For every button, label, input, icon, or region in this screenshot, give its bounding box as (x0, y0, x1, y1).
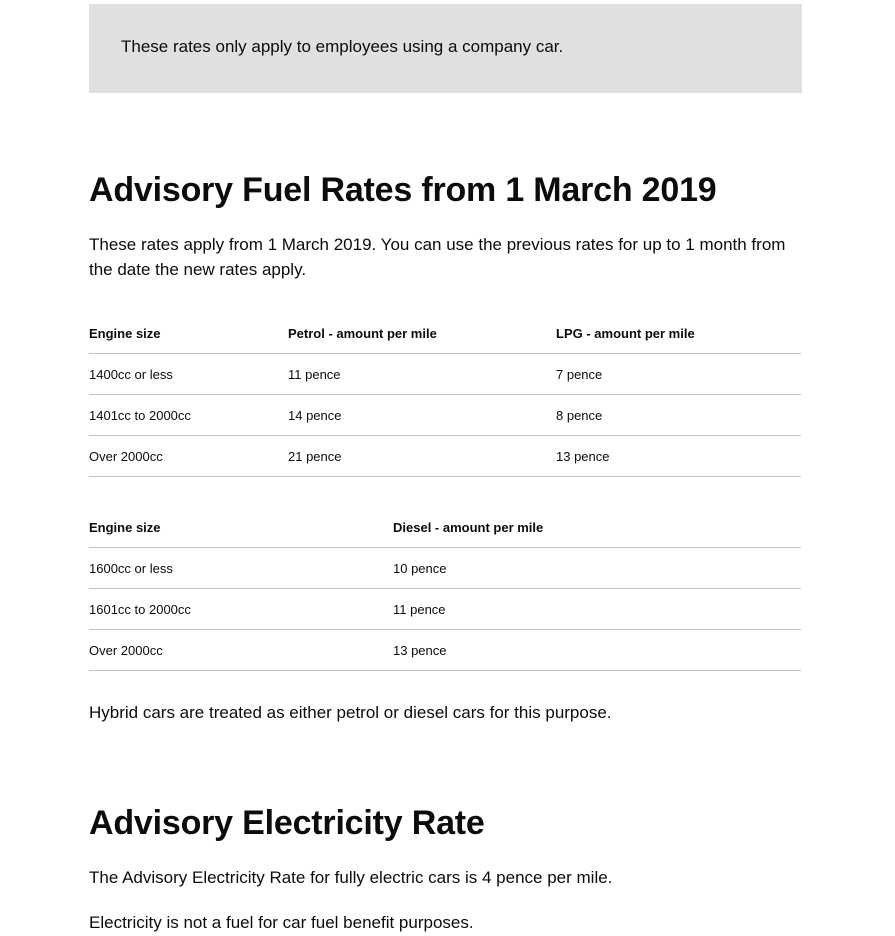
lpg-rate-cell: 8 pence (556, 395, 801, 436)
table-row (89, 354, 801, 395)
electricity-benefit-text: Electricity is not a fuel for car fuel benefit purposes. (89, 913, 474, 932)
fuel-rates-heading: Advisory Fuel Rates from 1 March 2019 (89, 171, 717, 209)
column-header: LPG - amount per mile (556, 313, 801, 354)
petrol-rate-cell: 21 pence (288, 436, 556, 477)
diesel-rate-cell: 11 pence (393, 589, 801, 630)
column-header: Engine size (89, 313, 288, 354)
petrol-rate-cell: 11 pence (288, 354, 556, 395)
engine-size-cell: 1601cc to 2000cc (89, 589, 393, 630)
table-row (89, 589, 801, 630)
column-header: Diesel - amount per mile (393, 507, 801, 548)
table-row (89, 548, 801, 589)
engine-size-cell: 1600cc or less (89, 548, 393, 589)
lpg-rate-cell: 13 pence (556, 436, 801, 477)
petrol-rate-cell: 14 pence (288, 395, 556, 436)
engine-size-cell: Over 2000cc (89, 630, 393, 671)
diesel-rate-cell: 13 pence (393, 630, 801, 671)
company-car-notice (89, 4, 802, 93)
electricity-rate-heading: Advisory Electricity Rate (89, 804, 485, 842)
electricity-rate-text: The Advisory Electricity Rate for fully electric cars is 4 pence per mile. (89, 868, 613, 887)
engine-size-cell: 1400cc or less (89, 354, 288, 395)
notice-text: These rates only apply to employees using a company car. (121, 37, 564, 56)
table-header-row (89, 313, 801, 354)
column-header: Engine size (89, 507, 393, 548)
engine-size-cell: Over 2000cc (89, 436, 288, 477)
lpg-rate-cell: 7 pence (556, 354, 801, 395)
diesel-rate-cell: 10 pence (393, 548, 801, 589)
column-header: Petrol - amount per mile (288, 313, 556, 354)
table-row (89, 395, 801, 436)
hybrid-note: Hybrid cars are treated as either petrol or diesel cars for this purpose. (89, 703, 612, 722)
table-row (89, 630, 801, 671)
fuel-rates-intro: These rates apply from 1 March 2019. You can use the previous rates for up to 1 month from the date the new rates apply. (89, 235, 786, 279)
table-row (89, 436, 801, 477)
diesel-table (89, 507, 801, 671)
table-header-row (89, 507, 801, 548)
petrol-lpg-table (89, 313, 801, 477)
engine-size-cell: 1401cc to 2000cc (89, 395, 288, 436)
